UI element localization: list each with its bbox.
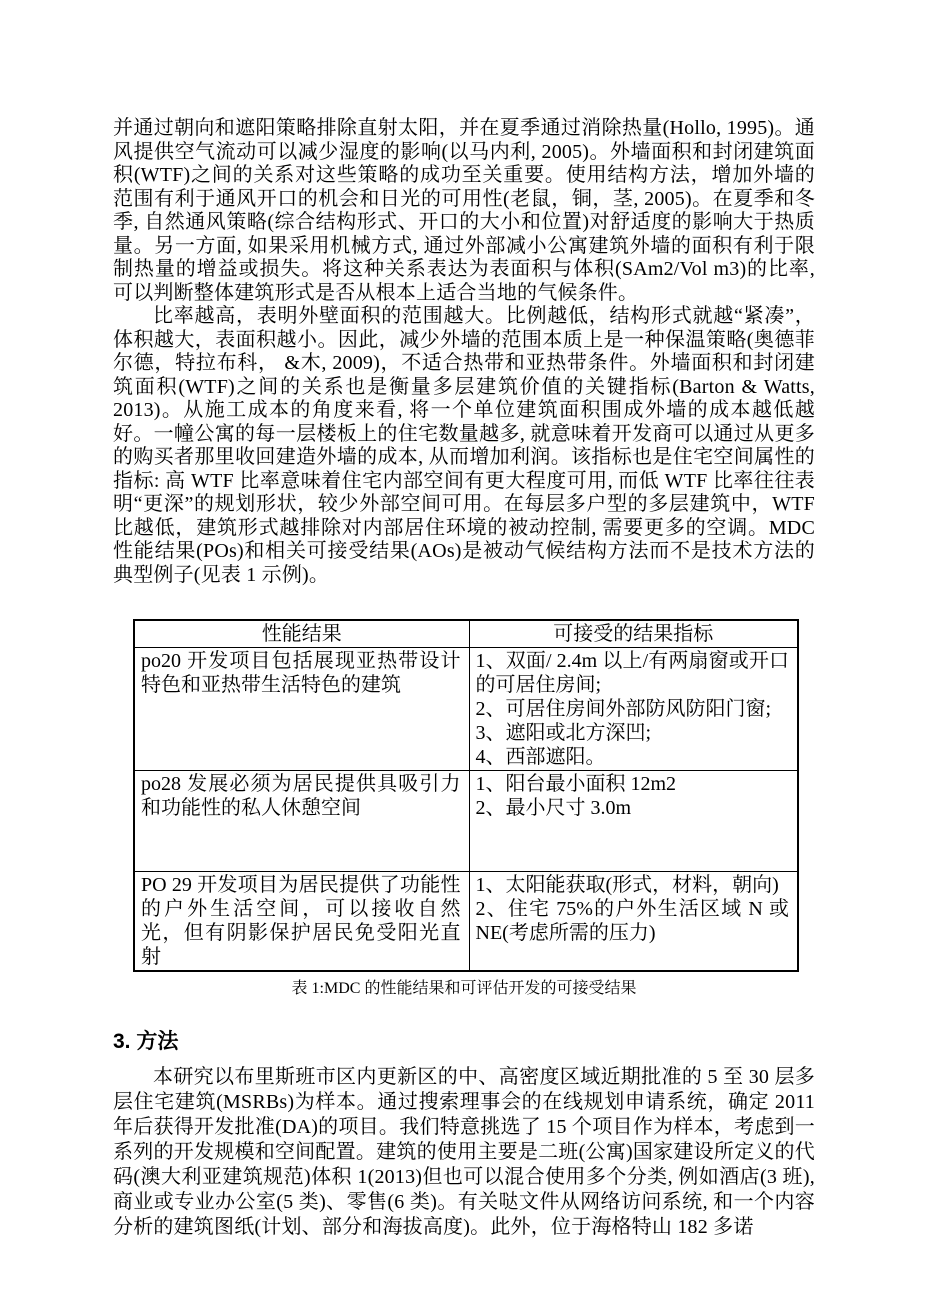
header-performance-outcomes: 性能结果 xyxy=(134,620,469,648)
header-acceptable-outcomes: 可接受的结果指标 xyxy=(469,620,798,648)
paragraph-wtf-ratio: 比率越高，表明外壁面积的范围越大。比例越低，结构形式就越“紧凑”，体积越大，表面积越小。因此，减少外墙的范围本质上是一种保温策略(奥德菲尔德，特拉布科， &木, 2009)，不适合热带和亚热带条件。外墙面积和封闭建筑面积(WTF)之间的关系也是衡量多层建筑价值的关键指标(Barton & Watts, 2013)。从施工成本的角度来看, 将一个单位建筑面积围成外墙的成本越低越好。一幢公寓的每一层楼板上的住宅数量越多, 就意味着开发商可以通过从更多的购买者那里收回建造外墙的成本, 从而增加利润。该指标也是住宅空间属性的指标: 高 WTF 比率意味着住宅内部空间有更大程度可用, 而低 WTF 比率往往表明“更深”的规划形状，较少外部空间可用。在每层多户型的多层建筑中，WTF 比越低，建筑形式越排除对内部居住环境的被动控制, 需要更多的空调。MDC 性能结果(POs)和相关可接受结果(AOs)是被动气候结构方法而不是技术方法的典型例子(见表 1 示例)。 xyxy=(113,305,815,586)
table-caption: 表 1:MDC 的性能结果和可评估开发的可接受结果 xyxy=(291,980,637,997)
ao-item: 2、可居住房间外部防风防阳门窗; xyxy=(475,698,772,720)
table-row-po28 xyxy=(134,771,798,872)
section-heading-methods: 3. 方法 xyxy=(113,1030,179,1053)
table-row-po29 xyxy=(134,872,798,972)
ao-item: 3、遮阳或北方深凹; xyxy=(475,722,652,744)
po29-cell: PO 29 开发项目为居民提供了功能性的户外生活空间，可以接收自然光，但有阴影保护居民免受阳光直射 xyxy=(134,872,469,972)
ao-item: 1、阳台最小面积 12m2 xyxy=(475,773,677,795)
ao-item: 1、双面/ 2.4m 以上/有两扇窗或开口的可居住房间; xyxy=(475,650,789,696)
po20-cell: po20 开发项目包括展现亚热带设计特色和亚热带生活特色的建筑 xyxy=(134,648,469,771)
ao-item: 2、住宅 75%的户外生活区域 N 或 NE(考虑所需的压力) xyxy=(475,898,789,944)
ao-item: 4、西部遮阳。 xyxy=(475,746,606,768)
po20-ao-cell xyxy=(469,648,798,771)
table-row-po20 xyxy=(134,648,798,771)
po28-ao-cell xyxy=(469,771,798,872)
po-ao-table xyxy=(133,619,799,972)
po28-cell: po28 发展必须为居民提供具吸引力和功能性的私人休憩空间 xyxy=(134,771,469,872)
paragraph-climate-strategies: 并通过朝向和遮阳策略排除直射太阳，并在夏季通过消除热量(Hollo, 1995)。通风提供空气流动可以减少湿度的影响(以马内利, 2005)。外墙面积和封闭建筑面积(WTF)之间的关系对这些策略的成功至关重要。使用结构方法，增加外墙的范围有利于通风开口的机会和日光的可用性(老鼠，铜，茎, 2005)。在夏季和冬季, 自然通风策略(综合结构形式、开口的大小和位置)对舒适度的影响大于热质量。另一方面, 如果采用机械方式, 通过外部减小公寓建筑外墙的面积有利于限制热量的增益或损失。将这种关系表达为表面积与体积(SAm2/Vol m3)的比率, 可以判断整体建筑形式是否从根本上适合当地的气候条件。 xyxy=(113,117,815,304)
ao-item: 2、最小尺寸 3.0m xyxy=(475,797,632,819)
table-header-row xyxy=(134,620,798,648)
ao-item: 1、太阳能获取(形式，材料，朝向) xyxy=(475,874,779,896)
paragraph-methods: 本研究以布里斯班市区内更新区的中、高密度区域近期批准的 5 至 30 层多层住宅建筑(MSRBs)为样本。通过搜索理事会的在线规划申请系统，确定 2011 年后获得开发批准(DA)的项目。我们特意挑选了 15 个项目作为样本，考虑到一系列的开发规模和空间配置。建筑的使用主要是二班(公寓)国家建设所定义的代码(澳大利亚建筑规范)体积 1(2013)但也可以混合使用多个分类, 例如酒店(3 班), 商业或专业办公室(5 类)、零售(6 类)。有关哒文件从网络访问系统, 和一个内容分析的建筑图纸(计划、部分和海拔高度)。此外，位于海格特山 182 多诺 xyxy=(113,1066,815,1238)
po29-ao-cell xyxy=(469,872,798,972)
text-column xyxy=(113,117,815,1240)
